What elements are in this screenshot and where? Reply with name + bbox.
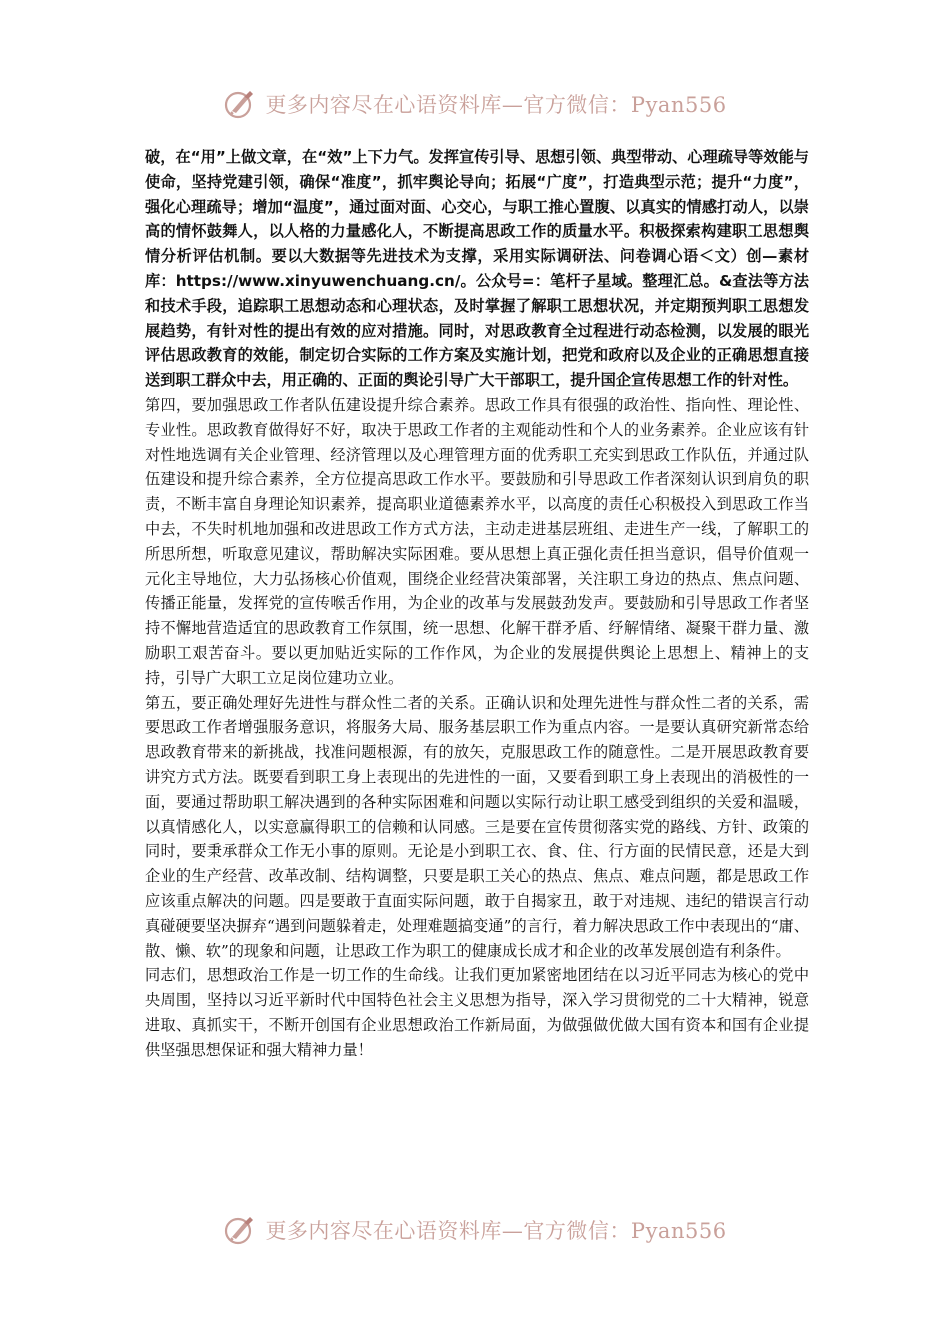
footer-banner-text: 更多内容尽在心语资料库—官方微信：Pyan556 <box>265 1219 727 1243</box>
paragraph-fifth: 第五，要正确处理好先进性与群众性二者的关系。正确认识和处理先进性与群众性二者的关系，需要思政工作者增强服务意识，将服务大局、服务基层职工作为重点内容。一是要认真研究新常态给思政教育带来的新挑战，找准问题根源，有的放矢，克服思政工作的随意性。二是开展思政教育要讲究方式方法。既要看到职工身上表现出的先进性的一面，又要看到职工身上表现出的消极性的一面，要通过帮助职工解决遇到的各种实际困难和问题以实际行动让职工感受到组织的关爱和温暖，以真情感化人，以实意赢得职工的信赖和认同感。三是要在宣传贯彻落实党的路线、方针、政策的同时，要秉承群众工作无小事的原则。无论是小到职工衣、食、住、行方面的民情民意，还是大到企业的生产经营、改革改制、结构调整，只要是职工关心的热点、焦点、难点问题，都是思政工作应该重点解决的问题。四是要敢于直面实际问题，敢于自揭家丑，敢于对违规、违纪的错误言行动真碰硬要坚决摒弃“遇到问题躲着走，处理难题搞变通”的言行，着力解决思政工作中表现出的“庸、散、懒、软”的现象和问题，让思政工作为职工的健康成长成才和企业的改革发展创造有利条件。 <box>145 693 809 960</box>
paragraph-closing: 同志们，思想政治工作是一切工作的生命线。让我们更加紧密地团结在以习近平同志为核心的党中央周围，坚持以习近平新时代中国特色社会主义思想为指导，深入学习贯彻党的二十大精神，锐意进取、真抓实干，不断开创国有企业思想政治工作新局面，为做强做优做大国有资本和国有企业提供坚强思想保证和强大精神力量！ <box>145 966 809 1059</box>
pen-logo-icon <box>223 1213 257 1247</box>
header-banner-text: 更多内容尽在心语资料库—官方微信：Pyan556 <box>265 93 727 117</box>
paragraph-fourth: 第四，要加强思政工作者队伍建设提升综合素养。思政工作具有很强的政治性、指向性、理论性、专业性。思政教育做得好不好，取决于思政工作者的主观能动性和个人的业务素养。企业应该有针对性地选调有关企业管理、经济管理以及心理管理方面的优秀职工充实到思政工作队伍，并通过队伍建设和提升综合素养，全方位提高思政工作水平。要鼓励和引导思政工作者深刻认识到肩负的职责，不断丰富自身理论知识素养，提高职业道德素养水平，以高度的责任心积极投入到思政工作当中去，不失时机地加强和改进思政工作方式方法，主动走进基层班组、走进生产一线，了解职工的所思所想，听取意见建议，帮助解决实际困难。要从思想上真正强化责任担当意识，倡导价值观一元化主导地位，大力弘扬核心价值观，围绕企业经营决策部署，关注职工身边的热点、焦点问题、传播正能量，发挥党的宣传喉舌作用，为企业的改革与发展鼓劲发声。要鼓励和引导思政工作者坚持不懈地营造适宜的思政教育工作氛围，统一思想、化解干群矛盾、纾解情绪、凝聚干群力量、激励职工艰苦奋斗。要以更加贴近实际的工作作风，为企业的发展提供舆论上思想上、精神上的支持，引导广大职工立足岗位建功立业。 <box>145 395 809 687</box>
paragraph-intro: 破，在“用”上做文章，在“效”上下力气。发挥宣传引导、思想引领、典型带动、心理疏导等效能与使命，坚持党建引领，确保“准度”，抓牢舆论导向；拓展“广度”，打造典型示范；提升“力度”，强化心理疏导；增加“温度”，通过面对面、心交心，与职工推心置腹、以真实的情感打动人，以崇高的情怀鼓舞人，以人格的力量感化人，不断提高思政工作的质量水平。积极探索构建职工思想舆情分析评估机制。要以大数据等先进技术为支撑，采用实际调研法、问卷调心语＜文）创—素材库：https://www.xinyuwenchuang.cn/。公众号=：笔杆子星域。整理汇总。&查法等方法和技术手段，追踪职工思想动态和心理状态，及时掌握了解职工思想状况，并定期预判职工思想发展趋势，有针对性的提出有效的应对措施。同时，对思政教育全过程进行动态检测，以发展的眼光评估思政教育的效能，制定切合实际的工作方案及实施计划，把党和政府以及企业的正确思想直接送到职工群众中去，用正确的、正面的舆论引导广大干部职工，提升国企宣传思想工作的针对性。 <box>145 148 809 390</box>
footer-banner <box>0 1210 950 1250</box>
document-body <box>145 145 809 1062</box>
pen-logo-icon <box>223 87 257 121</box>
header-banner <box>0 84 950 124</box>
